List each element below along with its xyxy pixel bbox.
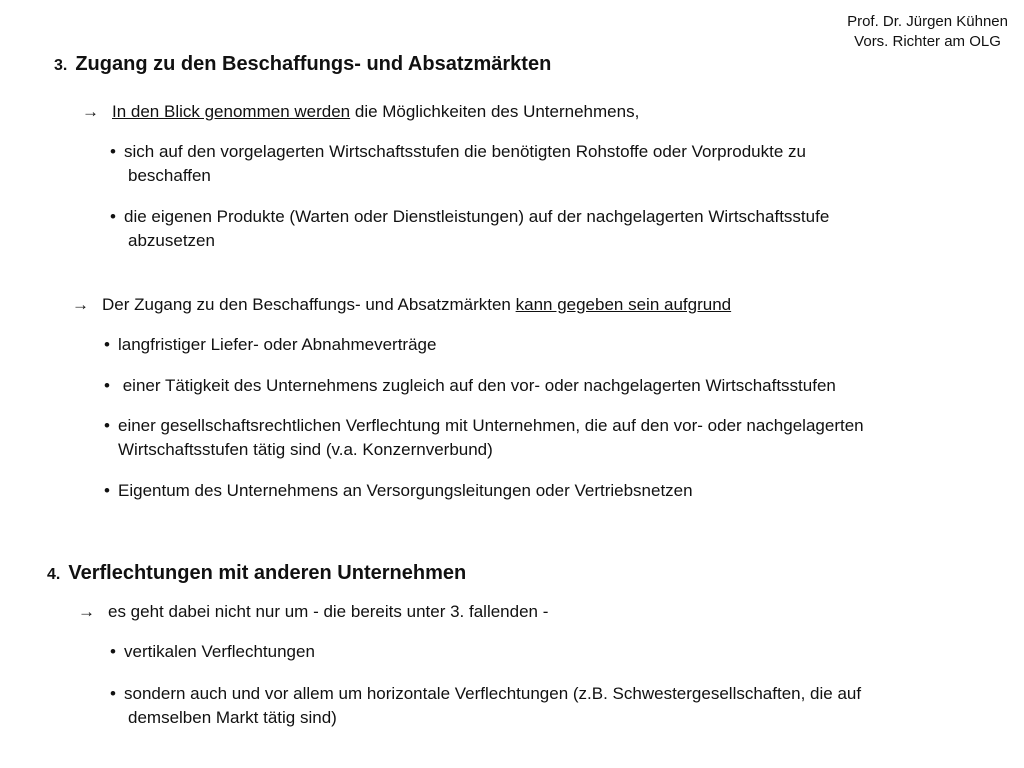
list-item-continuation: Wirtschaftsstufen tätig sind (v.a. Konzernverbund) [118,440,493,459]
list-item-continuation: demselben Markt tätig sind) [128,708,337,727]
arrow-icon: → [78,602,95,621]
list-item-continuation: abzusetzen [128,231,215,250]
list-item [104,374,836,398]
list-item [110,205,829,253]
bullet-icon: • [110,684,116,703]
list-item-text: vertikalen Verflechtungen [124,642,315,661]
section-4-title: Verflechtungen mit anderen Unternehmen [68,562,467,584]
bullet-icon: • [104,481,110,500]
arrow-icon: → [82,102,99,121]
section-4-number: 4. [47,566,61,583]
list-item [104,414,864,462]
list-item [110,682,861,730]
list-item-text: einer Tätigkeit des Unternehmens zugleich auf den vor- oder nachgelagerten Wirtschaftsstufen [118,376,836,395]
list-item-text: einer gesellschaftsrechtlichen Verflechtung mit Unternehmen, die auf den vor- oder nachgelagerten [118,416,864,435]
list-item-text: sich auf den vorgelagerten Wirtschaftsstufen die benötigten Rohstoffe oder Vorprodukte zu [124,142,806,161]
author-title: Vors. Richter am OLG [854,33,1001,50]
list-item [104,479,693,503]
list-item [110,140,806,188]
section-4-arrow-line [78,600,548,624]
list-item-text: sondern auch und vor allem um horizontale Verflechtungen (z.B. Schwestergesellschaften, die auf [124,684,862,703]
arrow-line-text: es geht dabei nicht nur um - die bereits unter 3. fallenden - [108,602,549,621]
section-3-number: 3. [54,57,68,74]
underlined-text: In den Blick genommen werden [112,102,351,121]
bullet-icon: • [110,207,116,226]
arrow-icon: → [72,295,89,314]
section-4-heading [47,562,466,585]
section-3-arrow-line-2 [72,293,731,317]
section-3-arrow-line-1 [82,100,639,124]
section-3-heading [54,53,551,76]
section-3-title: Zugang zu den Beschaffungs- und Absatzmärkten [75,53,552,75]
underlined-text: kann gegeben sein aufgrund [515,295,732,314]
list-item [110,640,315,664]
list-item-text: Eigentum des Unternehmens an Versorgungsleitungen oder Vertriebsnetzen [118,481,693,500]
list-item-text: die eigenen Produkte (Warten oder Dienstleistungen) auf der nachgelagerten Wirtschaftsstufe [124,207,830,226]
bullet-icon: • [104,416,110,435]
list-item [104,333,436,357]
bullet-icon: • [104,335,110,354]
bullet-icon: • [110,142,116,161]
arrow-line-text: die Möglichkeiten des Unternehmens, [350,102,640,121]
author-block [847,12,1008,52]
bullet-icon: • [110,642,116,661]
list-item-text: langfristiger Liefer- oder Abnahmeverträge [118,335,437,354]
author-name: Prof. Dr. Jürgen Kühnen [847,13,1008,30]
arrow-line-text: Der Zugang zu den Beschaffungs- und Absatzmärkten [102,295,516,314]
list-item-continuation: beschaffen [128,166,211,185]
bullet-icon: • [104,376,110,395]
